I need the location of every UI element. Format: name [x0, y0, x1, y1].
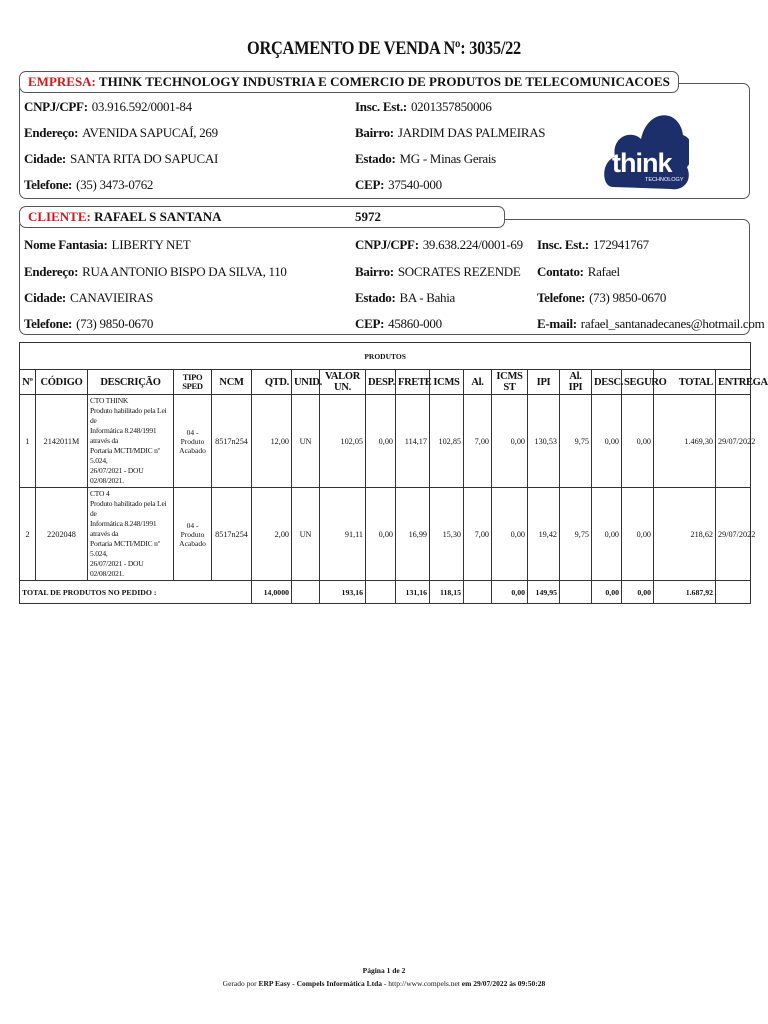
row-al-ipi: 9,75 — [560, 395, 592, 488]
client-state: Estado: BA - Bahia — [355, 290, 456, 305]
row-description: CTO THINK Produto habilitado pela Lei de Informática 8.248/1991 através da Portaria MCTI/MDIC nº 5.024, 26/07/2021 - DOU 02/08/2021. — [88, 395, 174, 488]
totals-valor: 193,16 — [320, 581, 366, 604]
totals-row — [20, 581, 751, 604]
col-entrega: ENTREGA — [716, 370, 751, 395]
row-desc: 0,00 — [592, 395, 622, 488]
row-entrega: 29/07/2022 — [716, 488, 751, 581]
client-city: Cidade: CANAVIEIRAS — [24, 290, 154, 305]
document-title: ORÇAMENTO DE VENDA Nº: 3035/22 — [247, 38, 521, 59]
client-name: RAFAEL S SANTANA — [94, 209, 222, 224]
row-total: 218,62 — [654, 488, 716, 581]
totals-seguro: 0,00 — [622, 581, 654, 604]
totals-desc: 0,00 — [592, 581, 622, 604]
company-state: Estado: MG - Minas Gerais — [355, 151, 496, 166]
col-frete: FRETE — [396, 370, 430, 395]
col-al: Al. — [464, 370, 492, 395]
row-seguro: 0,00 — [622, 395, 654, 488]
company-name: THINK TECHNOLOGY INDUSTRIA E COMERCIO DE PRODUTOS DE TELECOMUNICACOES — [98, 74, 670, 89]
company-city: Cidade: SANTA RITA DO SAPUCAI — [24, 151, 218, 166]
table-row — [20, 488, 751, 581]
logo-wordmark: think — [612, 148, 672, 178]
client-cnpj: CNPJ/CPF: 39.638.224/0001-69 — [355, 237, 523, 252]
row-desp: 0,00 — [366, 395, 396, 488]
row-icms: 15,30 — [430, 488, 464, 581]
row-frete: 16,99 — [396, 488, 430, 581]
row-unid: UN — [292, 395, 320, 488]
row-unid: UN — [292, 488, 320, 581]
client-code: 5972 — [355, 209, 381, 224]
row-description: CTO 4 Produto habilitado pela Lei de Informática 8.248/1991 através da Portaria MCTI/MDIC nº 5.024, 26/07/2021 - DOU 02/08/2021. — [88, 488, 174, 581]
company-phone: Telefone: (35) 3473-0762 — [24, 177, 154, 192]
company-cep: CEP: 37540-000 — [355, 177, 442, 192]
row-entrega: 29/07/2022 — [716, 395, 751, 488]
client-contact: Contato: Rafael — [537, 264, 620, 279]
col-tipo-sped: TIPO SPED — [174, 370, 212, 395]
client-cep: CEP: 45860-000 — [355, 316, 442, 331]
row-icms-st: 0,00 — [492, 488, 528, 581]
row-ncm: 8517n254 — [212, 488, 252, 581]
col-desp: DESP. — [366, 370, 396, 395]
client-email: E-mail: rafael_santanadecanes@hotmail.com — [537, 316, 765, 331]
company-cnpj: CNPJ/CPF: 03.916.592/0001-84 — [24, 99, 192, 114]
client-district: Bairro: SOCRATES REZENDE — [355, 264, 521, 279]
client-phone: Telefone: (73) 9850-0670 — [24, 316, 154, 331]
row-ipi: 19,42 — [528, 488, 560, 581]
col-n: Nº — [20, 370, 36, 395]
row-ipi: 130,53 — [528, 395, 560, 488]
row-icms-st: 0,00 — [492, 395, 528, 488]
row-code: 2142011M — [36, 395, 88, 488]
row-icms: 102,85 — [430, 395, 464, 488]
page-number: Página 1 de 2 — [362, 966, 406, 975]
col-qtd: QTD. — [252, 370, 292, 395]
col-seguro: SEGURO — [622, 370, 654, 395]
client-address: Endereço: RUA ANTONIO BISPO DA SILVA, 110 — [24, 264, 287, 279]
row-desc: 0,00 — [592, 488, 622, 581]
products-title: PRODUTOS — [20, 343, 751, 370]
totals-label: TOTAL DE PRODUTOS NO PEDIDO : — [20, 581, 252, 604]
client-trade-name: Nome Fantasia: LIBERTY NET — [24, 237, 191, 252]
row-tipo: 04 - Produto Acabado — [174, 488, 212, 581]
table-row — [20, 395, 751, 488]
totals-frete: 131,16 — [396, 581, 430, 604]
company-tab — [19, 71, 679, 93]
row-desp: 0,00 — [366, 488, 396, 581]
company-address: Endereço: AVENIDA SAPUCAÍ, 269 — [24, 125, 218, 140]
col-ncm: NCM — [212, 370, 252, 395]
company-district: Bairro: JARDIM DAS PALMEIRAS — [355, 125, 546, 140]
company-insc: Insc. Est.: 0201357850006 — [355, 99, 492, 114]
client-tab — [19, 206, 505, 228]
row-al: 7,00 — [464, 395, 492, 488]
totals-qtd: 14,0000 — [252, 581, 292, 604]
col-icms-st: ICMS ST — [492, 370, 528, 395]
page-footer — [0, 964, 768, 990]
row-number: 1 — [20, 395, 36, 488]
col-desc: DESC. — [592, 370, 622, 395]
row-qtd: 12,00 — [252, 395, 292, 488]
col-descricao: DESCRIÇÃO — [88, 370, 174, 395]
row-qtd: 2,00 — [252, 488, 292, 581]
col-ipi: IPI — [528, 370, 560, 395]
client-phone-2: Telefone: (73) 9850-0670 — [537, 290, 667, 305]
row-ncm: 8517n254 — [212, 395, 252, 488]
client-insc: Insc. Est.: 172941767 — [537, 237, 649, 252]
col-total: TOTAL — [654, 370, 716, 395]
totals-icms-st: 0,00 — [492, 581, 528, 604]
generated-by: Gerado por ERP Easy - Compels Informática Ltda - http://www.compels.net em 29/07/2022 às 09:50:28 — [222, 979, 546, 988]
row-code: 2202048 — [36, 488, 88, 581]
row-seguro: 0,00 — [622, 488, 654, 581]
products-header-row — [20, 370, 751, 395]
row-tipo: 04 - Produto Acabado — [174, 395, 212, 488]
logo-tagline: TECHNOLOGY — [645, 177, 684, 183]
col-unid: UNID. — [292, 370, 320, 395]
col-valor-un: VALOR UN. — [320, 370, 366, 395]
col-codigo: CÓDIGO — [36, 370, 88, 395]
row-al: 7,00 — [464, 488, 492, 581]
col-icms: ICMS — [430, 370, 464, 395]
row-number: 2 — [20, 488, 36, 581]
company-logo — [603, 89, 689, 192]
totals-total: 1.687,92 — [654, 581, 716, 604]
client-label: CLIENTE: — [28, 209, 91, 224]
col-al-ipi: Al. IPI — [560, 370, 592, 395]
row-valor: 91,11 — [320, 488, 366, 581]
row-valor: 102,05 — [320, 395, 366, 488]
company-label: EMPRESA: — [28, 74, 96, 89]
totals-icms: 118,15 — [430, 581, 464, 604]
totals-ipi: 149,95 — [528, 581, 560, 604]
row-frete: 114,17 — [396, 395, 430, 488]
row-total: 1.469,30 — [654, 395, 716, 488]
products-table — [19, 342, 768, 604]
row-al-ipi: 9,75 — [560, 488, 592, 581]
